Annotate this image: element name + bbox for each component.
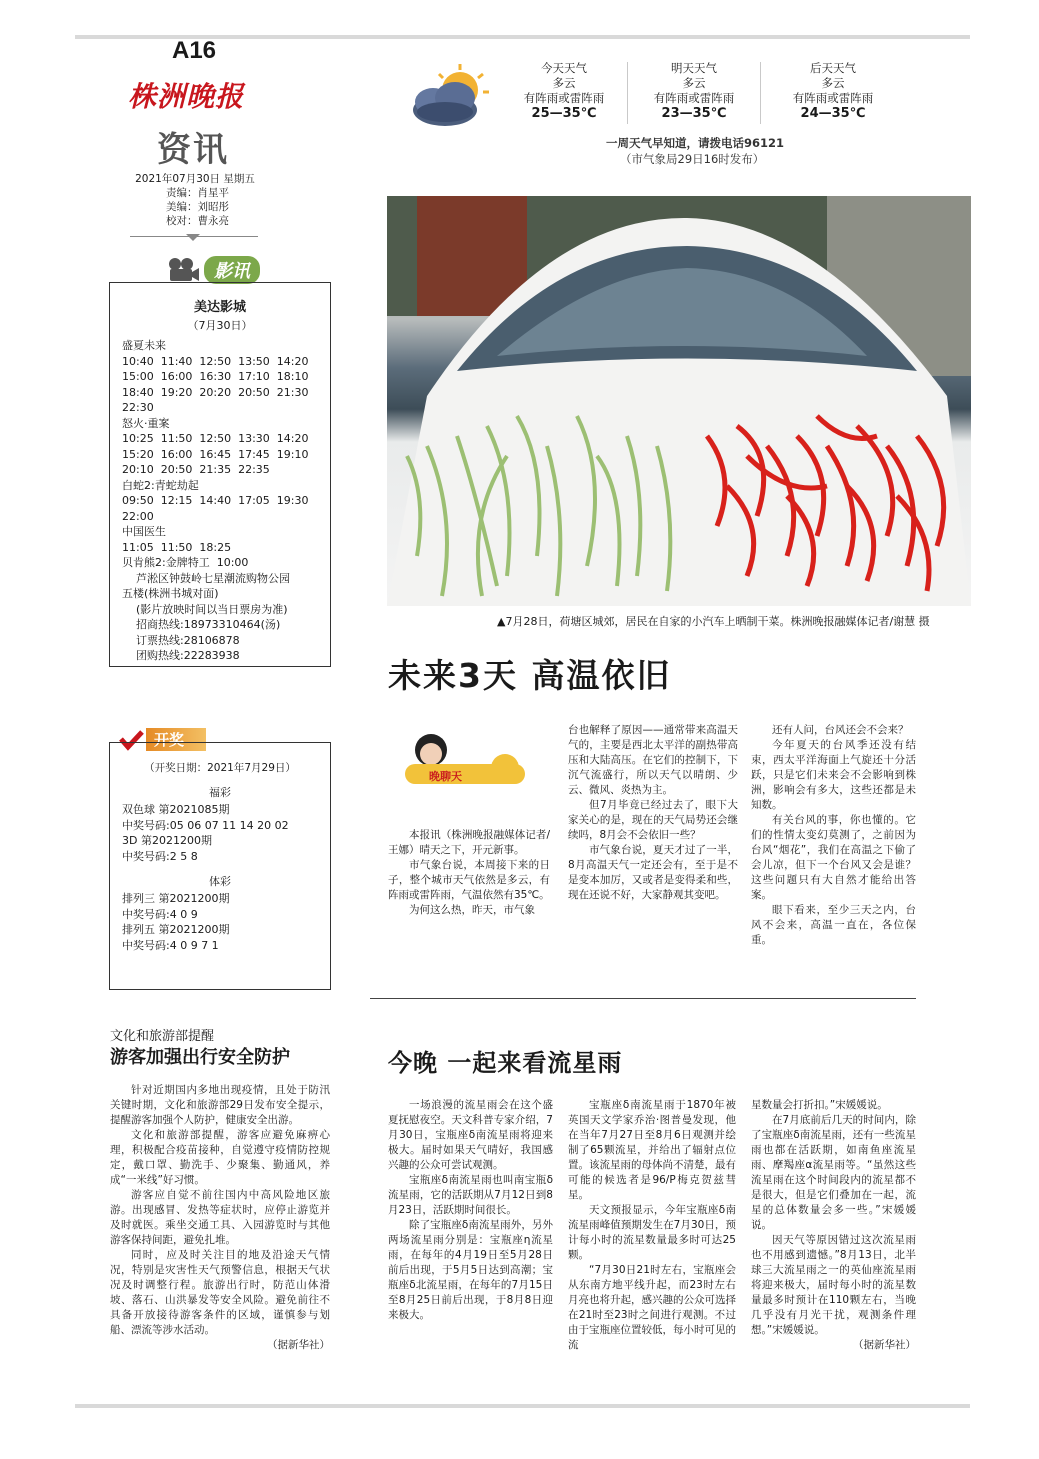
welfare-result-line: 中奖号码:2 5 8 (122, 849, 198, 863)
sports-title: 体彩 (209, 875, 231, 888)
proofreader: 校对：曹永亮 (166, 215, 229, 227)
cinema-schedule-line: 贝肯熊2:金牌特工 10:00 (122, 556, 249, 569)
bottom-rule (75, 1404, 970, 1408)
weather-after-temp: 24—35℃ (800, 106, 866, 121)
cinema-schedule-line: 怒火·重案 (122, 416, 170, 430)
article3-col2 (568, 1098, 736, 1353)
cinema-schedule-line: 15:00 16:00 16:30 17:10 18:10 (122, 370, 309, 383)
cinema-schedule-line: 10:25 11:50 12:50 13:30 14:20 (122, 432, 309, 445)
weather-source: （市气象局29日16时发布） (620, 152, 765, 166)
weather-sep-1 (627, 62, 628, 124)
article3-source: （据新华社） (853, 1339, 916, 1351)
cinema-schedule-line: 芦淞区钟鼓岭七星潮流购物公园 (122, 571, 290, 585)
paper-logo: 株洲晚报 (128, 75, 244, 115)
article1-col1-p3: 为何这么热，昨天，市气象 (409, 904, 535, 916)
article3-col3-p2: 在7月底前后几天的时间内，除了宝瓶座δ南流星雨，还有一些流星雨也都在活跃期，如南鱼座流星雨、摩羯座α流星雨等。“虽然这些流星雨在这个时间段内的流星都不是很大，但是它们叠加在一起，流星的总体数量会多一些。”宋媛媛说。 (751, 1114, 916, 1231)
article1-col3-p1: 还有人问，台风还会不会来？ (772, 724, 909, 736)
cinema-schedule (122, 338, 330, 664)
weather-after-title: 后天天气 (810, 61, 856, 75)
art-editor: 美编：刘昭彤 (166, 201, 229, 213)
welfare-results (122, 802, 330, 864)
cinema-name: 美达影城 (193, 300, 246, 315)
column-logo-label: 晚聊天 (429, 770, 462, 783)
cinema-schedule-line: 15:20 16:00 16:45 17:45 19:10 (122, 447, 309, 461)
cinema-date: （7月30日） (187, 319, 253, 332)
weather-today-cond: 多云 (552, 76, 576, 90)
welfare-result-line: 中奖号码:05 06 07 11 14 20 02 (122, 818, 289, 832)
article-divider (370, 998, 916, 999)
cinema-schedule-line: 22:30 (122, 401, 154, 414)
cinema-badge (166, 256, 260, 284)
cinema-schedule-line: 09:50 12:15 14:40 17:05 19:30 (122, 494, 309, 507)
welfare-result-line: 3D 第2021200期 (122, 834, 212, 847)
cinema-schedule-line: 五楼(株洲书城对面) (122, 587, 219, 600)
cinema-schedule-line: 11:05 11:50 18:25 (122, 540, 232, 554)
cinema-schedule-line: 10:40 11:40 12:50 13:50 14:20 (122, 354, 309, 368)
divider-notch (186, 234, 200, 241)
weather-icon (405, 62, 500, 132)
article3-col1-p1: 一场浪漫的流星雨会在这个盛夏抚慰夜空。天文科普专家介绍，7月30日，宝瓶座δ南流星雨将迎来极大。届时如果天气晴好，我国感兴趣的公众可尝试观测。 (388, 1099, 553, 1171)
article1-col1-p2: 市气象台说，本周接下来的日子，整个城市天气依然是多云，有阵雨或雷阵雨，气温依然有35℃。 (388, 859, 550, 901)
welfare-result-line: 双色球 第2021085期 (122, 803, 230, 816)
weather-today-desc: 有阵雨或雷阵雨 (523, 91, 605, 105)
weather-tomorrow-title: 明天天气 (671, 61, 717, 75)
weather-tomorrow (640, 61, 748, 121)
photo-caption: ▲7月28日，荷塘区城郊，居民在自家的小汽车上晒制干菜。株洲晚报融媒体记者/谢慧 摄 (497, 615, 930, 628)
article1-col1 (388, 828, 550, 918)
cinema-schedule-line: 中国医生 (122, 525, 166, 538)
page-number: A16 (172, 37, 217, 64)
article1-col3-p2: 今年夏天的台风季还没有结束，西太平洋海面上气旋还十分活跃，只是它们未来会不会影响到株洲，影响会有多大，这些还都是未知数。 (751, 739, 916, 811)
article3-col2-p1: 宝瓶座δ南流星雨于1870年被英国天文学家乔治·图普曼发现，他在当年7月27日至8月6日观测并绘制了65颗流星，并给出了辐射点位置。该流星雨的母体尚不清楚，最有可能的候选者是96/P梅克贺兹彗星。 (568, 1099, 736, 1201)
cinema-schedule-line: 白蛇2:青蛇劫起 (122, 478, 199, 492)
article3-col3-p3: 因天气等原因错过这次流星雨也不用感到遗憾。”8月13日，北半球三大流星雨之一的英仙座流星雨将迎来极大，届时每小时的流星数量最多时预计在110颗左右，当晚几乎没有月光干扰，观测条件理想。”宋媛媛说。 (751, 1234, 916, 1336)
column-logo (393, 728, 528, 790)
article2-body (110, 1083, 330, 1353)
issue-meta (130, 172, 260, 228)
article1-col2-p3: 市气象台说，夏天才过了一半，8月高温天气一定还会有，至于是不是变本加厉，又或者是变得柔和些，现在还说不好，大家静观其变吧。 (568, 844, 738, 901)
article2-source: （据新华社） (267, 1339, 330, 1351)
article2-headline: 游客加强出行安全防护 (110, 1047, 290, 1068)
article3-headline: 今晚 一起来看流星雨 (388, 1049, 623, 1077)
cinema-schedule-line: 22:00 (122, 509, 154, 523)
lottery-box (109, 742, 331, 990)
article3-col1-p2: 宝瓶座δ南流星雨也叫南宝瓶δ流星雨，它的活跃期从7月12日到8月23日，活跃期时间很长。 (388, 1174, 553, 1216)
article1-col1-p1: 本报讯（株洲晚报融媒体记者/王娜）晴天之下，开元新事。 (388, 829, 550, 856)
sports-results (122, 891, 330, 953)
cinema-schedule-line: (影片放映时间以当日票房为准) (122, 602, 288, 616)
article3-col1 (388, 1098, 553, 1323)
article1-col3-p3: 有关台风的事，你也懂的。它们的性情太变幻莫测了，之前因为台风“烟花”，我们在高温之下偷了会儿凉，但下一个台风又会是谁？这些问题只有大自然才能给出答案。 (751, 814, 916, 901)
weather-today-temp: 25—35℃ (531, 106, 597, 121)
weather-after-desc: 有阵雨或雷阵雨 (792, 91, 874, 105)
sports-result-line: 中奖号码:4 0 9 7 1 (122, 938, 219, 952)
sports-result-line: 排列三 第2021200期 (122, 892, 230, 905)
cinema-schedule-line: 招商热线:18973310464(汤) (122, 618, 281, 631)
article3-col1-p3: 除了宝瓶座δ南流星雨外，另外两场流星雨分别是：宝瓶座η流星雨，在每年的4月19日至5月28日前后出现，于5月5日达到高潮；宝瓶座δ北流星雨，在每年的7月15日至8月25日前后出现，于8月8日迎来极大。 (388, 1219, 553, 1321)
section-title: 资讯 (157, 130, 229, 170)
cinema-schedule-line: 团购热线:22283938 (122, 649, 240, 662)
cinema-badge-label: 影讯 (204, 256, 260, 284)
weather-after-cond: 多云 (821, 76, 845, 90)
weather-tomorrow-desc: 有阵雨或雷阵雨 (653, 91, 735, 105)
sports-result-line: 排列五 第2021200期 (122, 923, 230, 936)
issue-date: 2021年07月30日 星期五 (135, 173, 255, 185)
cinema-schedule-line: 订票热线:28106878 (122, 633, 240, 647)
news-photo (387, 196, 971, 606)
article1-col2 (568, 723, 738, 903)
weather-sep-2 (760, 62, 761, 124)
weather-hotline: 一周天气早知道，请拨电话96121 (606, 136, 785, 150)
article2-kicker: 文化和旅游部提醒 (110, 1029, 215, 1044)
article1-col3 (751, 723, 916, 948)
article1-headline: 未来3天 高温依旧 (388, 656, 672, 695)
article2-p2: 文化和旅游部提醒，游客应避免麻痹心理，积极配合疫苗接种，自觉遵守疫情防控规定，戴口罩、勤洗手、少聚集、勤通风，养成“一米线”好习惯。 (110, 1129, 330, 1186)
cinema-schedule-line: 盛夏未来 (122, 339, 166, 352)
cinema-schedule-line: 20:10 20:50 21:35 22:35 (122, 463, 270, 476)
lottery-date: （开奖日期：2021年7月29日） (144, 762, 296, 774)
article2-p4: 同时，应及时关注目的地及沿途天气情况，特别是灾害性天气预警信息，根据天气状况及时调整行程。旅游出行时，防范山体滑坡、落石、山洪暴发等安全风险。避免前往不具备开放接待游客条件的区域，谨慎参与划船、漂流等涉水活动。 (110, 1249, 330, 1336)
weather-tomorrow-temp: 23—35℃ (661, 106, 727, 121)
lottery-badge-label: 开奖 (146, 728, 206, 751)
weather-tomorrow-cond: 多云 (682, 76, 706, 90)
article3-col3-p1: 星数量会打折扣。”宋媛媛说。 (751, 1099, 888, 1111)
article2-p1: 针对近期国内多地出现疫情，且处于防汛关键时期，文化和旅游部29日发布安全提示，提醒游客加强个人防护，健康安全出游。 (110, 1084, 330, 1126)
welfare-title: 福彩 (209, 786, 231, 799)
film-projector-icon (166, 257, 200, 283)
article3-col3 (751, 1098, 916, 1353)
article1-col2-p1: 台也解释了原因——通常带来高温天气的，主要是西北太平洋的副热带高压和大陆高压。在它们的控制下，下沉气流盛行，所以天气以晴朗、少云、微风、炎热为主。 (568, 724, 738, 796)
editor: 责编：肖星平 (166, 187, 229, 199)
article3-col2-p2: 天文预报显示，今年宝瓶座δ南流星雨峰值预期发生在7月30日，预计每小时的流星数量最多时可达25颗。 (568, 1204, 736, 1261)
article2-p3: 游客应自觉不前往国内中高风险地区旅游。出现感冒、发热等症状时，应停止游览并及时就医。乘坐交通工具、入园游览时与其他游客保持间距，避免扎堆。 (110, 1189, 330, 1246)
article3-col2-p3: “7月30日21时左右，宝瓶座会从东南方地平线升起，而23时左右月亮也将升起，感兴趣的公众可选择在21时至23时之间进行观测。不过由于宝瓶座位置较低，每小时可见的流 (568, 1264, 736, 1351)
article1-col2-p2: 但7月毕竟已经过去了，眼下大家关心的是，现在的天气局势还会继续吗，8月会不会依旧一些？ (568, 799, 738, 841)
sports-result-line: 中奖号码:4 0 9 (122, 907, 198, 921)
article1-col3-p4: 眼下看来，至少三天之内，台风不会来，高温一直在，各位保重。 (751, 904, 916, 946)
weather-after (779, 61, 887, 121)
cinema-schedule-line: 18:40 19:20 20:20 20:50 21:30 (122, 385, 309, 399)
weather-today-title: 今天天气 (541, 61, 587, 75)
weather-today (510, 61, 618, 121)
car-drying-vegetables-image (387, 196, 971, 606)
cinema-box (109, 282, 331, 667)
